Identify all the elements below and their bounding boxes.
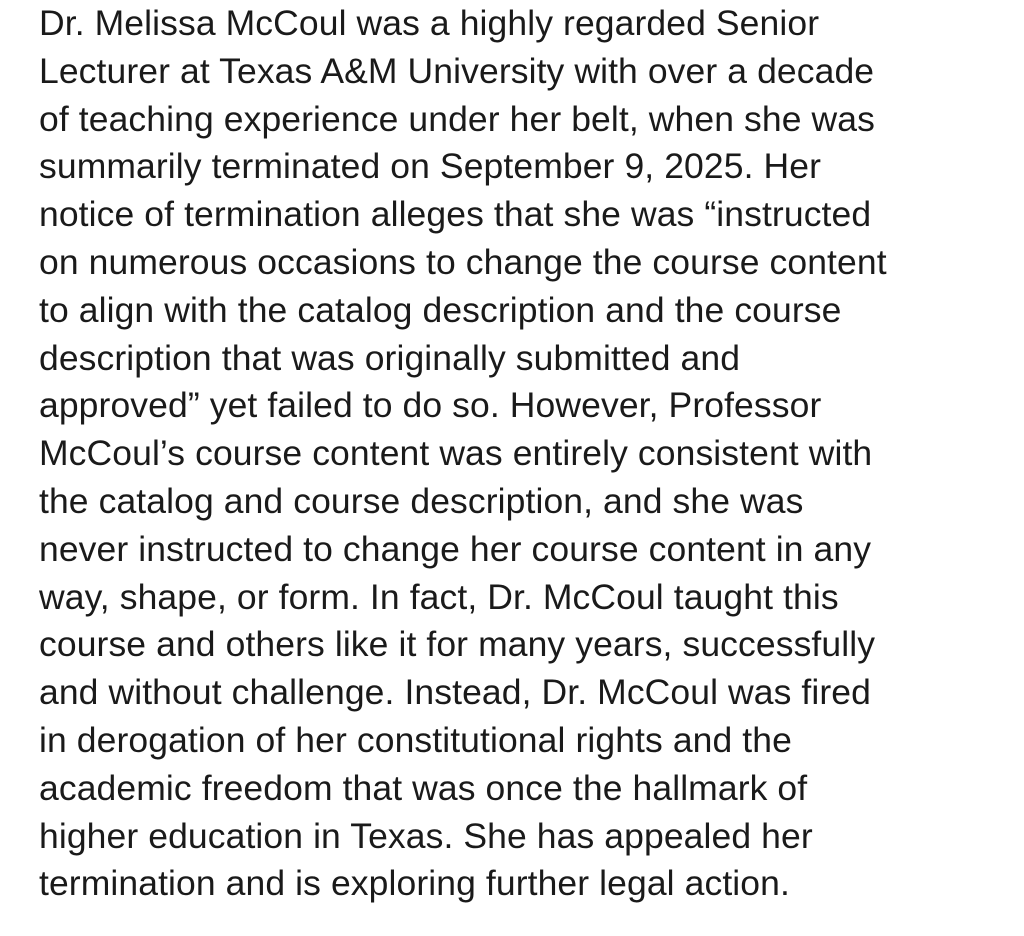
text-line: McCoul’s course content was entirely consistent with bbox=[39, 433, 873, 474]
text-line: Dr. Melissa McCoul was a highly regarded Senior bbox=[39, 3, 820, 43]
text-line: and without challenge. Instead, Dr. McCoul was fired bbox=[39, 672, 871, 713]
text-line: summarily terminated on September 9, 2025. Her bbox=[39, 146, 822, 187]
text-line: of teaching experience under her belt, when she was bbox=[39, 98, 875, 139]
text-line: termination and is exploring further legal action. bbox=[39, 863, 790, 904]
text-line: way, shape, or form. In fact, Dr. McCoul taught this bbox=[39, 576, 839, 617]
text-line: academic freedom that was once the hallmark of bbox=[39, 767, 808, 808]
text-line: to align with the catalog description and the course bbox=[39, 289, 842, 330]
text-line: higher education in Texas. She has appealed her bbox=[39, 815, 813, 856]
text-line: approved” yet failed to do so. However, Professor bbox=[39, 385, 822, 426]
note-body bbox=[39, 0, 999, 908]
text-line: course and others like it for many years, successfully bbox=[39, 624, 876, 665]
text-line: notice of termination alleges that she was “instructed bbox=[39, 194, 872, 235]
text-line: on numerous occasions to change the course content bbox=[39, 241, 887, 282]
text-line: the catalog and course description, and she was bbox=[39, 480, 804, 521]
text-line: never instructed to change her course content in any bbox=[39, 528, 872, 569]
text-line: in derogation of her constitutional rights and the bbox=[39, 719, 792, 760]
text-line: Lecturer at Texas A&M University with over a decade bbox=[39, 50, 875, 91]
text-line: description that was originally submitted and bbox=[39, 337, 741, 378]
